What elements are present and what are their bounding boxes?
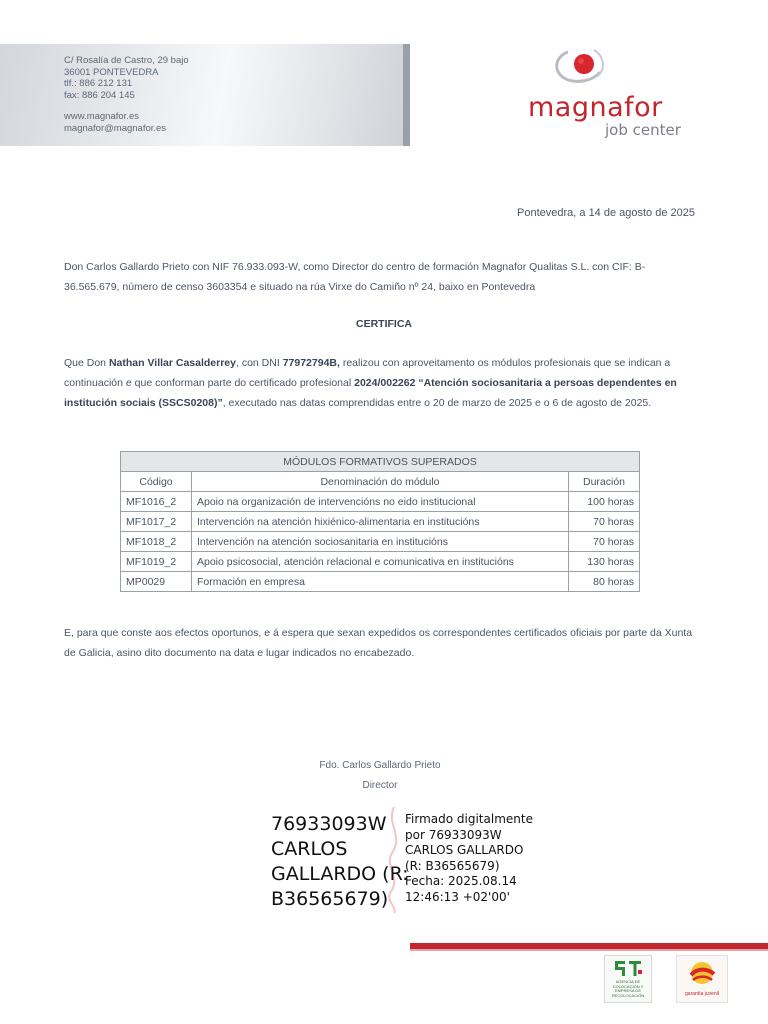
phone-line: tlf.: 886 212 131 <box>64 78 133 89</box>
youth-guarantee-badge <box>676 955 728 1003</box>
body-text: , executado nas datas comprendidas entre o 20 de marzo de 2025 e o 6 de agosto de 2025. <box>222 397 652 409</box>
column-header-duration: Duración <box>569 472 640 492</box>
digital-signature-name <box>271 812 409 912</box>
table-row <box>121 492 640 512</box>
table-row <box>121 532 640 552</box>
module-duration: 80 horas <box>569 572 640 592</box>
module-duration: 70 horas <box>569 512 640 532</box>
body-text: realizou con aproveitamento os módulos profesionais que se indican a continuación e que conforman parte do certificado profesional <box>64 357 671 389</box>
table-row <box>121 512 640 532</box>
signature-line: GALLARDO (R: <box>271 863 409 885</box>
student-dni: 77972794B, <box>282 357 340 369</box>
closing-paragraph: E, para que conste aos efectos oportunos, e á espera que sexan expedidos os correspondentes certificados oficiais por parte da Xunta de Galicia, asino dito documento na data e lugar indicados no encabezado. <box>64 627 693 659</box>
body-text: , con DNI <box>236 357 283 369</box>
certificate-title: 2024/002262 “Atención sociosanitaria a persoas dependentes en institución sociais (SSCS0208)” <box>64 377 677 409</box>
intro-paragraph: Don Carlos Gallardo Prieto con NIF 76.933.093-W, como Director do centro de formación Magnafor Qualitas S.L. con CIF: B-36.565.679, número de censo 3603354 e situado na rúa Virxe do Camiño nº 24, baixo en Pontevedra <box>64 261 646 293</box>
signature-detail: (R: B36565679) <box>405 858 500 873</box>
table-title: MÓDULOS FORMATIVOS SUPERADOS <box>121 452 640 472</box>
module-duration: 130 horas <box>569 552 640 572</box>
module-name: Intervención na atención sociosanitaria en institucións <box>192 532 569 552</box>
signature-detail: 12:46:13 +02'00' <box>405 889 510 904</box>
red-circle-swirl-icon <box>546 46 616 88</box>
fax-line: fax: 886 204 145 <box>64 89 135 101</box>
module-name: Apoio na organización de intervencións no eido institucional <box>192 492 569 512</box>
module-name: Intervención na atención hixiénico-alimentaria en institucións <box>192 512 569 532</box>
module-duration: 100 horas <box>569 492 640 512</box>
email-link[interactable]: magnafor@magnafor.es <box>64 122 167 134</box>
contact-block <box>64 55 189 134</box>
body-text: Que Don <box>64 357 109 369</box>
footer-divider <box>410 949 768 951</box>
logo-tagline: job center <box>605 121 681 139</box>
website-link[interactable]: www.magnafor.es <box>64 111 139 122</box>
signature-detail: Firmado digitalmente <box>405 812 533 826</box>
agency-logo-icon <box>605 957 651 979</box>
module-code: MF1018_2 <box>121 532 192 552</box>
certification-paragraph <box>64 353 698 413</box>
table-row <box>121 552 640 572</box>
signature-detail: Fecha: 2025.08.14 <box>405 874 517 888</box>
module-duration: 70 horas <box>569 532 640 552</box>
signature-line: 76933093W <box>271 813 387 835</box>
company-logo <box>528 46 708 138</box>
certifica-heading: CERTIFICA <box>356 318 412 330</box>
module-code: MF1017_2 <box>121 512 192 532</box>
signer-role: Director <box>362 780 398 791</box>
youth-guarantee-logo-icon <box>677 958 727 988</box>
module-name: Formación en empresa <box>192 572 569 592</box>
module-code: MF1016_2 <box>121 492 192 512</box>
digital-signature-details <box>405 812 533 905</box>
logo-wordmark: magnafor <box>528 92 663 123</box>
address-line: C/ Rosalía de Castro, 29 bajo <box>64 55 189 66</box>
agency-text: AGENCIA DE COLOCACIÓN Y EMPRESA DE RECOLOCACIÓN <box>611 979 645 998</box>
youth-guarantee-label: garantía juvenil <box>685 991 719 997</box>
module-code: MF1019_2 <box>121 552 192 572</box>
signature-line: B36565679) <box>271 888 389 910</box>
signature-detail: CARLOS GALLARDO <box>405 843 524 857</box>
student-name: Nathan Villar Casalderrey <box>108 357 236 369</box>
column-header-name: Denominación do módulo <box>192 472 569 492</box>
module-name: Apoio psicosocial, atención relacional e comunicativa en institucións <box>192 552 569 572</box>
signature-detail: por 76933093W <box>405 827 502 842</box>
signature-line: CARLOS <box>271 838 348 860</box>
date-line: Pontevedra, a 14 de agosto de 2025 <box>517 207 695 219</box>
table-row <box>121 572 640 592</box>
modules-table <box>120 451 640 592</box>
module-code: MP0029 <box>121 572 192 592</box>
city-line: 36001 PONTEVEDRA <box>64 66 159 78</box>
header-band <box>0 44 410 146</box>
signer-name: Fdo. Carlos Gallardo Prieto <box>319 760 441 771</box>
placement-agency-badge <box>604 955 652 1003</box>
column-header-code: Código <box>121 472 192 492</box>
